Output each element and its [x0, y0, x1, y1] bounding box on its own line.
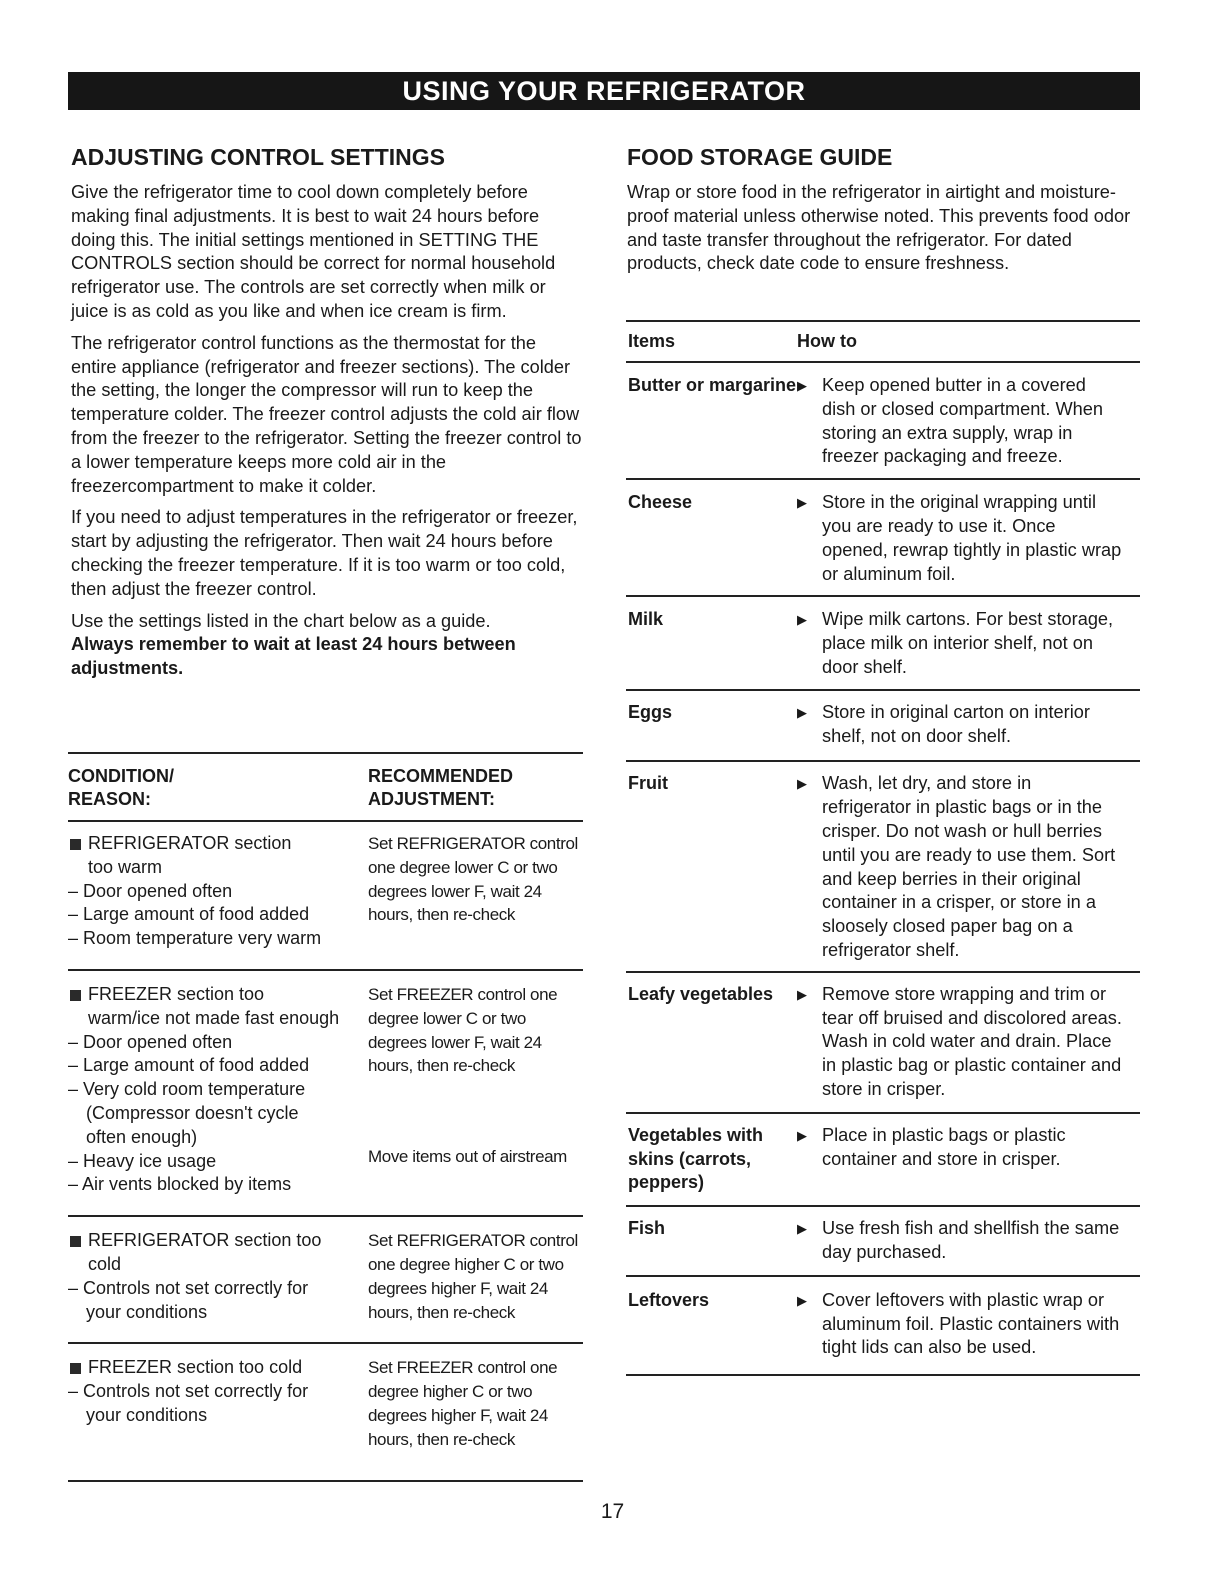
pointer-arrow-icon: ▶ [797, 1127, 807, 1143]
condition-title-text: FREEZER section too [88, 983, 265, 1004]
food-howto-cell [797, 608, 1122, 679]
food-item-name: Vegetables with skins (carrots, peppers) [628, 1124, 764, 1193]
food-howto-text: Wash, let dry, and store in refrigerator in plastic bags or in the crisper. Do not wash or hull berries until you are ready to use them. Sort and keep berries in their original container in a crisper, or store in a sloosely closed paper bag on a refrigerator shelf. [822, 773, 1116, 960]
header-items: Items [628, 331, 676, 351]
food-row [626, 1207, 1140, 1277]
condition-row [68, 1344, 583, 1481]
page-banner: USING YOUR REFRIGERATOR [68, 72, 1140, 110]
food-storage-section [627, 143, 1141, 284]
pointer-arrow-icon: ▶ [797, 776, 807, 792]
food-table-header [626, 320, 1140, 363]
condition-reason: – Controls not set correctly for [68, 1277, 309, 1298]
pointer-arrow-icon: ▶ [797, 986, 807, 1002]
food-howto-text: Wipe milk cartons. For best storage, place milk on interior shelf, not on door shelf. [822, 609, 1114, 677]
condition-row [68, 1217, 583, 1344]
food-item-name: Fruit [628, 773, 668, 794]
adjustment-text: Set REFRIGERATOR control one degree higher C or two degrees higher F, wait 24 hours, then re-check [368, 1231, 578, 1322]
condition-cell [68, 983, 368, 1197]
adjusting-heading: ADJUSTING CONTROL SETTINGS [71, 144, 445, 170]
adjustment-cell [368, 832, 583, 951]
pointer-arrow-icon: ▶ [797, 378, 807, 393]
header-condition: CONDITION/ REASON: [68, 766, 174, 809]
condition-reason: your conditions [86, 1404, 208, 1425]
food-howto-text: Cover leftovers with plastic wrap or aluminum foil. Plastic containers with tight lids can also be used. [822, 1289, 1120, 1358]
square-bullet-icon [70, 1236, 81, 1247]
condition-row [68, 971, 583, 1217]
condition-cell [68, 832, 368, 951]
condition-title-continued: cold [88, 1253, 122, 1274]
food-row [626, 1114, 1140, 1207]
square-bullet-icon [70, 839, 81, 850]
food-row [626, 363, 1140, 480]
condition-reason: – Door opened often [68, 1031, 233, 1052]
adjustment-cell [368, 983, 583, 1197]
condition-reason: – Room temperature very warm [68, 928, 322, 949]
condition-title-text: REFRIGERATOR section [88, 833, 292, 853]
food-item-name: Leafy vegetables [628, 983, 774, 1004]
food-row [626, 762, 1140, 972]
condition-title-text: FREEZER section too cold [88, 1357, 303, 1378]
food-howto-cell [797, 374, 1122, 469]
food-storage-table [626, 320, 1140, 1376]
food-storage-heading: FOOD STORAGE GUIDE [627, 144, 893, 170]
food-item-name: Eggs [628, 701, 673, 722]
food-row [626, 691, 1140, 763]
condition-reason: – Controls not set correctly for [68, 1381, 309, 1402]
condition-cell [68, 1229, 368, 1324]
condition-title [68, 1356, 368, 1380]
food-row [626, 1277, 1140, 1376]
pointer-arrow-icon: ▶ [797, 1292, 807, 1308]
square-bullet-icon [70, 990, 81, 1001]
adjusting-paragraph: Give the refrigerator time to cool down completely before making final adjustments. It is best to wait 24 hours before doing this. The initial settings mentioned in SETTING THE CONTROLS section should be correct for normal household refrigerator use. The controls are set correctly when milk or juice is as cold as you like and when ice cream is firm. [71, 182, 556, 321]
condition-adjustment-table [68, 752, 583, 1482]
adjustment-text: Set FREEZER control one degree lower C or two degrees lower F, wait 24 hours, then re-check [368, 984, 558, 1076]
pointer-arrow-icon: ▶ [797, 1221, 807, 1237]
adjusting-paragraph: The refrigerator control functions as the thermostat for the entire appliance (refrigerator and freezer sections). The colder the setting, the longer the compressor will run to keep the temperature colder. The freezer control adjusts the cold air flow from the freezer to the refrigerator. Setting the freezer control to a lower temperature keeps more cold air in the freezercompartment to make it colder. [71, 332, 582, 496]
condition-reason: (Compressor doesn't cycle [86, 1102, 299, 1123]
food-howto-cell [797, 983, 1122, 1102]
header-adjustment: RECOMMENDED ADJUSTMENT: [368, 766, 514, 809]
condition-reason: often enough) [86, 1126, 198, 1147]
food-item-name: Milk [628, 609, 664, 630]
adjustment-text: Set FREEZER control one degree higher C or two degrees higher F, wait 24 hours, then re-check [368, 1358, 558, 1449]
food-howto-cell [797, 701, 1122, 749]
food-howto-text: Use fresh fish and shellfish the same day purchased. [822, 1218, 1120, 1262]
condition-cell [68, 1356, 368, 1451]
pointer-arrow-icon: ▶ [797, 495, 807, 511]
adjusting-paragraph: If you need to adjust temperatures in the refrigerator or freezer, start by adjusting the refrigerator. Then wait 24 hours before checking the freezer temperature. If it is too warm or too cold, then adjust the freezer control. [71, 507, 578, 599]
condition-title [68, 983, 368, 1031]
food-howto-cell [797, 772, 1122, 962]
condition-reason: – Air vents blocked by items [68, 1174, 292, 1195]
food-howto-cell [797, 1289, 1122, 1360]
food-row [626, 973, 1140, 1114]
condition-reason: your conditions [86, 1301, 208, 1322]
condition-reason: – Heavy ice usage [68, 1150, 217, 1171]
adjusting-bold-note: Always remember to wait at least 24 hours between adjustments. [71, 634, 516, 679]
food-howto-cell [797, 1217, 1122, 1265]
pointer-arrow-icon: ▶ [797, 612, 807, 628]
food-row [626, 597, 1140, 690]
pointer-arrow-icon: ▶ [797, 704, 807, 720]
condition-table-header [68, 752, 583, 822]
condition-reason: – Very cold room temperature [68, 1079, 306, 1100]
food-row [626, 480, 1140, 597]
adjustment-text: Set REFRIGERATOR control one degree lower C or two degrees lower F, wait 24 hours, then re-check [368, 834, 578, 925]
adjusting-paragraph: Use the settings listed in the chart below as a guide. [71, 610, 491, 631]
adjusting-section [71, 143, 586, 681]
food-howto-cell [797, 1124, 1122, 1195]
food-howto-text: Remove store wrapping and trim or tear off bruised and discolored areas. Wash in cold water and drain. Place in plastic bag or plastic container and store in crisper. [822, 983, 1122, 1099]
food-howto-text: Place in plastic bags or plastic container and store in crisper. [822, 1124, 1066, 1169]
condition-title-text: REFRIGERATOR section too [88, 1230, 322, 1251]
condition-row [68, 822, 583, 971]
condition-title-continued: too warm [88, 856, 163, 877]
food-howto-text: Store in the original wrapping until you are ready to use it. Once opened, rewrap tightly in plastic wrap or aluminum foil. [822, 492, 1122, 584]
adjustment-cell [368, 1229, 583, 1324]
condition-reason: – Door opened often [68, 880, 233, 901]
condition-title-continued: warm/ice not made fast enough [88, 1007, 340, 1028]
condition-reason: – Large amount of food added [68, 1055, 310, 1076]
food-storage-intro: Wrap or store food in the refrigerator in airtight and moisture-proof material unless otherwise noted. This prevents food odor and taste transfer throughout the refrigerator. For dated products, check date code to ensure freshness. [627, 182, 1131, 274]
page-number: 17 [600, 1500, 625, 1523]
food-item-name: Cheese [628, 492, 693, 513]
adjustment-extra: Move items out of airstream [368, 1147, 567, 1167]
food-item-name: Leftovers [628, 1289, 710, 1310]
adjustment-cell [368, 1356, 583, 1451]
square-bullet-icon [70, 1363, 81, 1374]
food-howto-text: Store in original carton on interior shelf, not on door shelf. [822, 701, 1090, 746]
food-howto-cell [797, 491, 1122, 586]
condition-reason: – Large amount of food added [68, 904, 310, 925]
condition-title [68, 832, 368, 880]
food-item-name: Fish [628, 1218, 666, 1239]
condition-title [68, 1229, 368, 1277]
food-howto-text: Keep opened butter in a covered dish or closed compartment. When storing an extra supply, wrap in freezer packaging and freeze. [822, 375, 1104, 467]
food-item-name: Butter or margarine [628, 375, 797, 395]
header-howto: How to [797, 331, 857, 351]
